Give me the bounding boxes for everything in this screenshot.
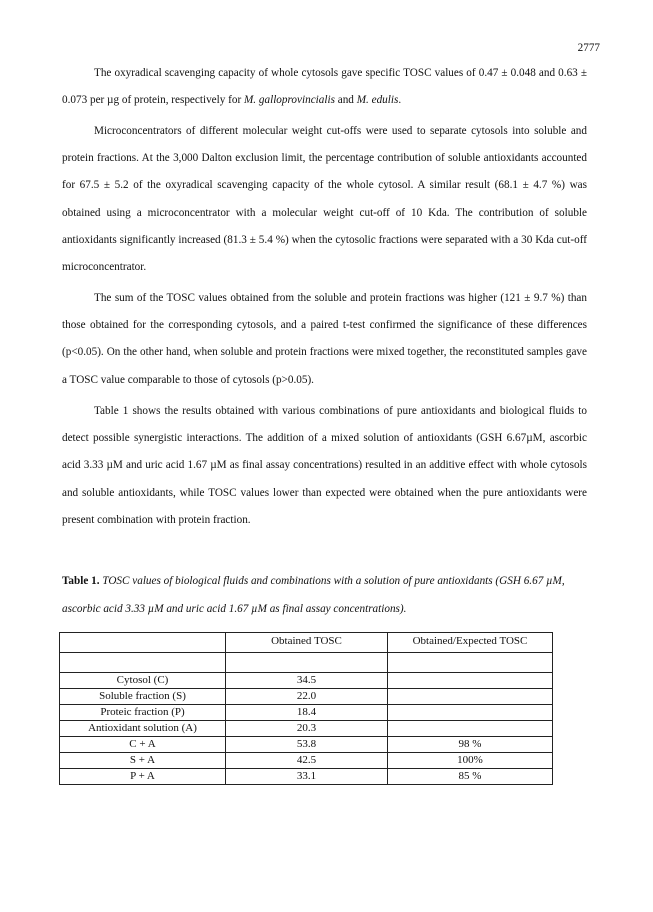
- table-caption: [62, 567, 592, 623]
- page-number: 2777: [577, 42, 600, 54]
- table-cell: 53.8: [226, 737, 388, 753]
- table-cell: Cytosol (C): [60, 673, 226, 689]
- table-cell: [226, 653, 388, 673]
- table-caption-text: TOSC values of biological fluids and combinations with a solution of pure antioxidants (GSH 6.67 µM, ascorbic acid 3.33 µM and uric acid 1.67 µM as final assay concentrations).: [62, 575, 565, 615]
- table-cell: 34.5: [226, 673, 388, 689]
- table-row: [60, 705, 553, 721]
- paragraph: [62, 398, 587, 534]
- paragraph-text: .: [398, 94, 402, 107]
- table-cell: S + A: [60, 753, 226, 769]
- table-cell: [60, 653, 226, 673]
- paragraph-text: The sum of the TOSC values obtained from the soluble and protein fractions was higher (121 ± 9.7 %) than those obtained for the corresponding cytosols, and a paired t-test confirmed the significance of these differences (p<0.05). On the other hand, when soluble and protein fractions were mixed together, the reconstituted samples gave a TOSC value comparable to those of cytosols (p>0.05).: [62, 292, 587, 386]
- table-cell: Antioxidant solution (A): [60, 721, 226, 737]
- species-name: M. galloprovincialis: [243, 94, 335, 107]
- results-table: [59, 632, 553, 785]
- table-cell: P + A: [60, 769, 226, 785]
- table-header-cell: Obtained TOSC: [226, 633, 388, 653]
- table-row: [60, 721, 553, 737]
- table-row: [60, 653, 553, 673]
- species-name: M. edulis: [356, 94, 399, 107]
- paragraph-text: and: [334, 94, 357, 107]
- table-cell: C + A: [60, 737, 226, 753]
- table-row: [60, 673, 553, 689]
- table-cell: 98 %: [388, 737, 553, 753]
- table-cell: [388, 653, 553, 673]
- table-cell: 85 %: [388, 769, 553, 785]
- table-body: [60, 653, 553, 785]
- paragraph: [62, 285, 587, 394]
- table-cell: 20.3: [226, 721, 388, 737]
- table-cell: [388, 689, 553, 705]
- table-cell: Proteic fraction (P): [60, 705, 226, 721]
- table-cell: 100%: [388, 753, 553, 769]
- table-caption-label: Table 1.: [62, 575, 100, 587]
- table-cell: [388, 673, 553, 689]
- paragraph: [62, 118, 587, 281]
- paragraph-text: The oxyradical scavenging capacity of whole cytosols gave specific TOSC values of 0.47 ± 0.048 and 0.63 ± 0.073 per µg of protein, respectively for: [62, 67, 587, 107]
- table-cell: [388, 705, 553, 721]
- table-cell: 18.4: [226, 705, 388, 721]
- table-header-cell: [60, 633, 226, 653]
- table-cell: 33.1: [226, 769, 388, 785]
- paragraph-text: Table 1 shows the results obtained with various combinations of pure antioxidants and biological fluids to detect possible synergistic interactions. The addition of a mixed solution of antioxidants (GSH 6.67µM, ascorbic acid 3.33 µM and uric acid 1.67 µM as final assay concentrations) resulted in an additive effect with whole cytosols and soluble antioxidants, while TOSC values lower than expected were obtained when the pure antioxidants were present combination with protein fraction.: [62, 405, 587, 526]
- paragraph: [62, 60, 587, 114]
- table-row: [60, 769, 553, 785]
- table-row: [60, 737, 553, 753]
- table-row: [60, 689, 553, 705]
- table-cell: Soluble fraction (S): [60, 689, 226, 705]
- paragraph-text: Microconcentrators of different molecular weight cut-offs were used to separate cytosols into soluble and protein fractions. At the 3,000 Dalton exclusion limit, the percentage contribution of soluble antioxidants accounted for 67.5 ± 5.2 of the oxyradical scavenging capacity of the whole cytosol. A similar result (68.1 ± 4.7 %) was obtained using a microconcentrator with a molecular weight cut-off of 10 Kda. The contribution of soluble antioxidants significantly increased (81.3 ± 5.4 %) when the cytosolic fractions were separated with a 30 Kda cut-off microconcentrator.: [62, 125, 587, 274]
- table-row: [60, 753, 553, 769]
- table-cell: 22.0: [226, 689, 388, 705]
- table-header-row: [60, 633, 553, 653]
- table-header-cell: Obtained/Expected TOSC: [388, 633, 553, 653]
- table-cell: 42.5: [226, 753, 388, 769]
- table-cell: [388, 721, 553, 737]
